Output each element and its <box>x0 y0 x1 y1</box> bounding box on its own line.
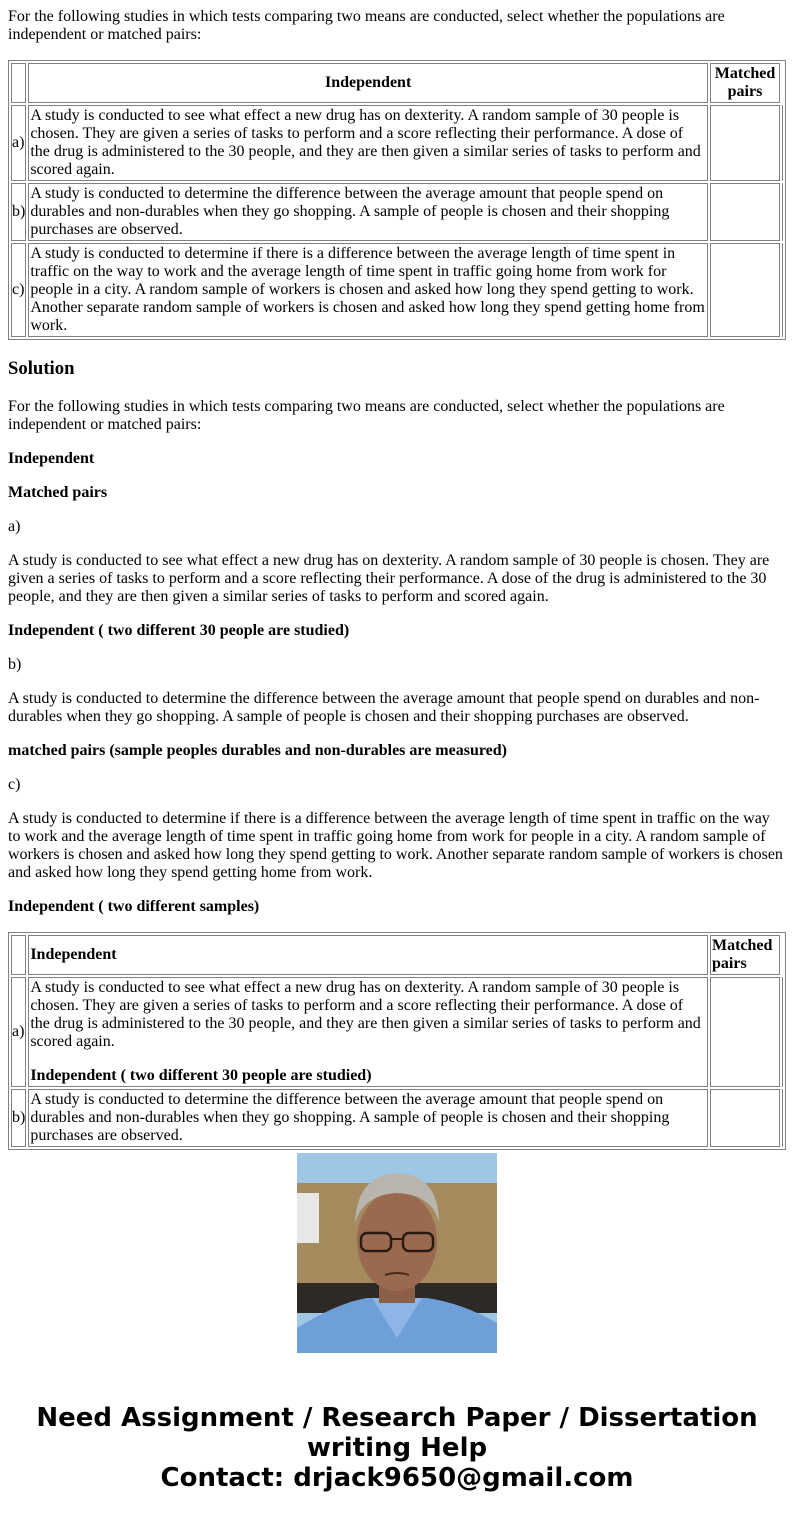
solution-table <box>8 932 786 1150</box>
row-label: b) <box>11 1089 26 1147</box>
solution-prompt: For the following studies in which tests comparing two means are conducted, select whether the populations are independent or matched pairs: <box>8 398 725 433</box>
portrait-image <box>297 1153 497 1353</box>
table-row <box>11 105 783 181</box>
footer-headline: Need Assignment / Research Paper / Dissertation writing Help <box>36 1403 758 1463</box>
table-row <box>11 243 783 337</box>
row-label: b) <box>11 183 26 241</box>
answer-label: a) <box>8 518 21 535</box>
answer-text: A study is conducted to determine the difference between the average amount that people spend on durables and non-durables when they go shopping. A sample of people is chosen and their shopping purchases are observed. <box>8 690 760 725</box>
question-prompt: For the following studies in which tests comparing two means are conducted, select whether the populations are independent or matched pairs: <box>8 8 725 43</box>
matched-pairs-cell <box>710 243 780 337</box>
extra-cell <box>782 1089 783 1147</box>
option-matched-pairs: Matched pairs <box>8 484 108 501</box>
extra-cell <box>782 183 783 241</box>
answer-text: A study is conducted to see what effect a new drug has on dexterity. A random sample of 30 people is chosen. They are given a series of tasks to perform and a score reflecting their performance. A dose of the drug is administered to the 30 people, and they are then given a similar series of tasks to perform and scored again. <box>8 552 770 605</box>
row-text: A study is conducted to determine if there is a difference between the average length of time spent in traffic on the way to work and the average length of time spent in traffic going home from work for people in a city. A random sample of workers is chosen and asked how long they spend getting to work. Another separate random sample of workers is chosen and asked how long they spend getting home from work. <box>28 243 708 337</box>
extra-cell <box>782 243 783 337</box>
header-independent: Independent <box>28 935 708 975</box>
table-row <box>11 1089 783 1147</box>
solution-heading: Solution <box>8 358 75 379</box>
row-label: a) <box>11 105 26 181</box>
row-text: A study is conducted to determine the difference between the average amount that people spend on durables and non-durables when they go shopping. A sample of people is chosen and their shopping purchases are observed. <box>28 1089 708 1147</box>
author-avatar <box>297 1153 497 1353</box>
answer-label: b) <box>8 656 22 673</box>
matched-pairs-cell <box>710 183 780 241</box>
row-text: A study is conducted to see what effect a new drug has on dexterity. A random sample of 30 people is chosen. They are given a series of tasks to perform and a score reflecting their performance. A dose of the drug is administered to the 30 people, and they are then given a similar series of tasks to perform and scored again. <box>30 979 701 1050</box>
question-table <box>8 60 786 340</box>
matched-pairs-cell <box>710 105 780 181</box>
contact-footer <box>0 1403 794 1493</box>
header-matched-pairs: Matched pairs <box>710 935 780 975</box>
header-matched-pairs: Matched pairs <box>710 63 780 103</box>
matched-pairs-cell <box>710 1089 780 1147</box>
table-header-row <box>11 63 783 103</box>
matched-pairs-cell <box>710 977 780 1087</box>
document-content <box>8 0 786 1144</box>
extra-cell <box>782 105 783 181</box>
option-independent: Independent <box>8 450 95 467</box>
row-content <box>28 977 708 1087</box>
header-independent: Independent <box>28 63 708 103</box>
row-text: A study is conducted to determine the difference between the average amount that people spend on durables and non-durables when they go shopping. A sample of people is chosen and their shopping purchases are observed. <box>28 183 708 241</box>
row-label: a) <box>11 977 26 1087</box>
row-text: A study is conducted to see what effect a new drug has on dexterity. A random sample of 30 people is chosen. They are given a series of tasks to perform and a score reflecting their performance. A dose of the drug is administered to the 30 people, and they are then given a similar series of tasks to perform and scored again. <box>28 105 708 181</box>
answer-result: Independent ( two different samples) <box>8 898 260 915</box>
answer-result: Independent ( two different 30 people are studied) <box>8 622 350 639</box>
table-row <box>11 183 783 241</box>
row-label: c) <box>11 243 26 337</box>
extra-cell <box>782 977 783 1087</box>
answer-result: matched pairs (sample peoples durables and non-durables are measured) <box>8 742 507 759</box>
table-header-row <box>11 935 783 975</box>
empty-header-cell <box>11 935 26 975</box>
empty-header-cell <box>11 63 26 103</box>
footer-contact: Contact: drjack9650@gmail.com <box>160 1463 634 1493</box>
row-answer: Independent ( two different 30 people are studied) <box>30 1067 372 1084</box>
table-row <box>11 977 783 1087</box>
answer-label: c) <box>8 776 21 793</box>
answer-text: A study is conducted to determine if there is a difference between the average length of time spent in traffic on the way to work and the average length of time spent in traffic going home from work for people in a city. A random sample of workers is chosen and asked how long they spend getting to work. Another separate random sample of workers is chosen and asked how long they spend getting home from work. <box>8 810 783 881</box>
